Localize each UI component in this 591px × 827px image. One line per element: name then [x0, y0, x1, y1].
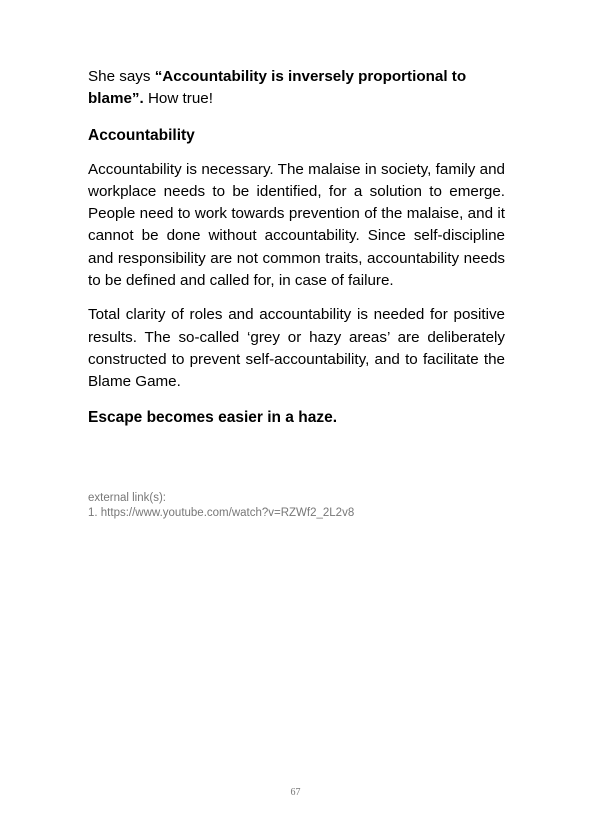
body-paragraph-2: Total clarity of roles and accountability is needed for positive results. The so-called ‘grey or hazy areas’ are deliberately constructed to prevent self-accountability, and to facilitate the Blame Game.	[88, 306, 505, 391]
page-number: 67	[290, 787, 301, 798]
body-paragraph-1: Accountability is necessary. The malaise in society, family and workplace needs to be identified, for a solution to emerge. People need to work towards prevention of the malaise, and it cannot be done without accountability. Since self-discipline and responsibility are not common traits, accountability needs to be defined and called for, in case of failure.	[88, 160, 505, 290]
section-heading: Accountability	[88, 126, 195, 144]
page-body	[88, 66, 505, 429]
intro-paragraph	[88, 66, 505, 111]
intro-quote: “Accountability is inversely proportional to blame”.	[88, 68, 467, 108]
intro-lead: She says	[88, 68, 155, 85]
external-link-1[interactable]: 1. https://www.youtube.com/watch?v=RZWf2_2L2v8	[88, 506, 355, 519]
intro-tail: How true!	[143, 90, 213, 108]
external-links	[88, 491, 354, 520]
closing-statement: Escape becomes easier in a haze.	[88, 408, 337, 426]
external-links-label: external link(s):	[88, 492, 166, 504]
